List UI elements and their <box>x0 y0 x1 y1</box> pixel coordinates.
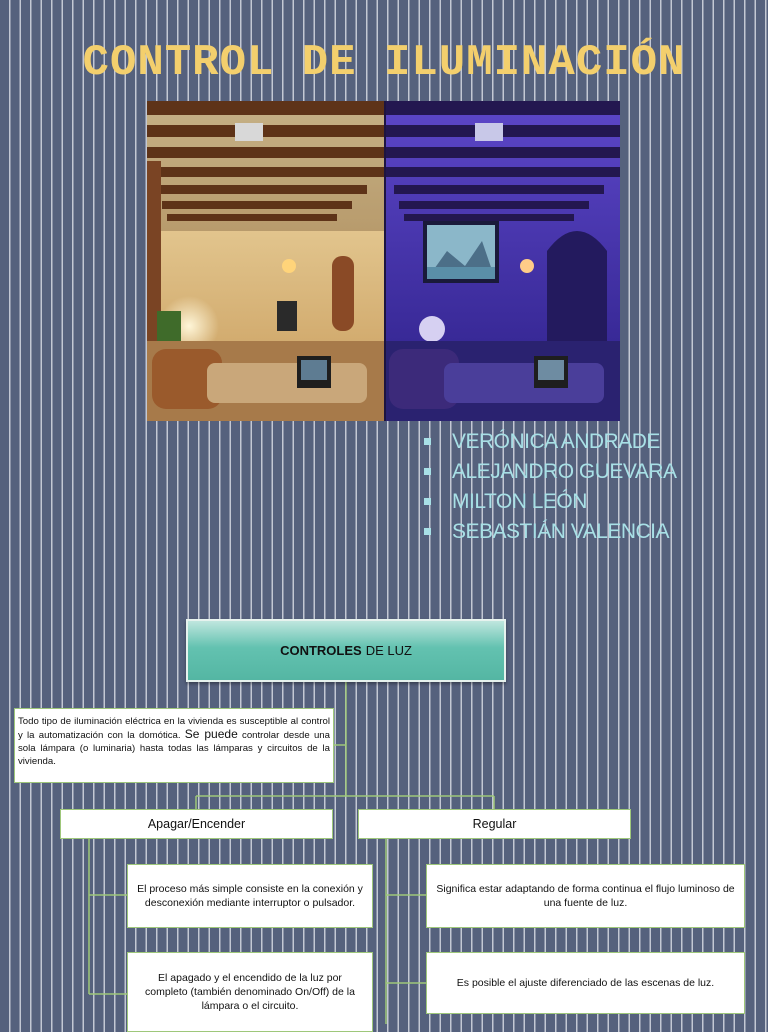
description-box <box>14 708 334 783</box>
regular-item: Es posible el ajuste diferenciado de las escenas de luz. <box>426 952 745 1014</box>
category-apagar-encender: Apagar/Encender <box>60 809 333 839</box>
regular-item: Significa estar adaptando de forma continua el flujo luminoso de una fuente de luz. <box>426 864 745 928</box>
description-text: Todo tipo de iluminación eléctrica en la vivienda es susceptible al control y la automatización con la domótica. <box>18 716 330 741</box>
header-rest-label: DE LUZ <box>365 643 412 658</box>
header-bold-label: CONTROLES <box>280 643 362 658</box>
category-regular: Regular <box>358 809 631 839</box>
description-emphasis: Se puede <box>184 727 238 741</box>
slide-title: CONTROL DE ILUMINACIÓN <box>82 38 686 88</box>
controls-header-box <box>186 619 506 682</box>
author-name: MILTON LEÓN <box>452 490 587 513</box>
apagar-item: El proceso más simple consiste en la conexión y desconexión mediante interruptor o pulsador. <box>127 864 373 928</box>
author-name: ALEJANDRO GUEVARA <box>452 460 677 483</box>
author-name: VERÓNICA ANDRADE <box>452 430 660 453</box>
description-text-2: controlar desde una sola lámpara (o luminaria) hasta todas las lámparas y circuitos de la vivienda. <box>18 730 330 767</box>
author-name: SEBASTIÁN VALENCIA <box>452 520 670 543</box>
apagar-item: El apagado y el encendido de la luz por completo (también denominado On/Off) de la lámpara o el circuito. <box>127 952 373 1032</box>
